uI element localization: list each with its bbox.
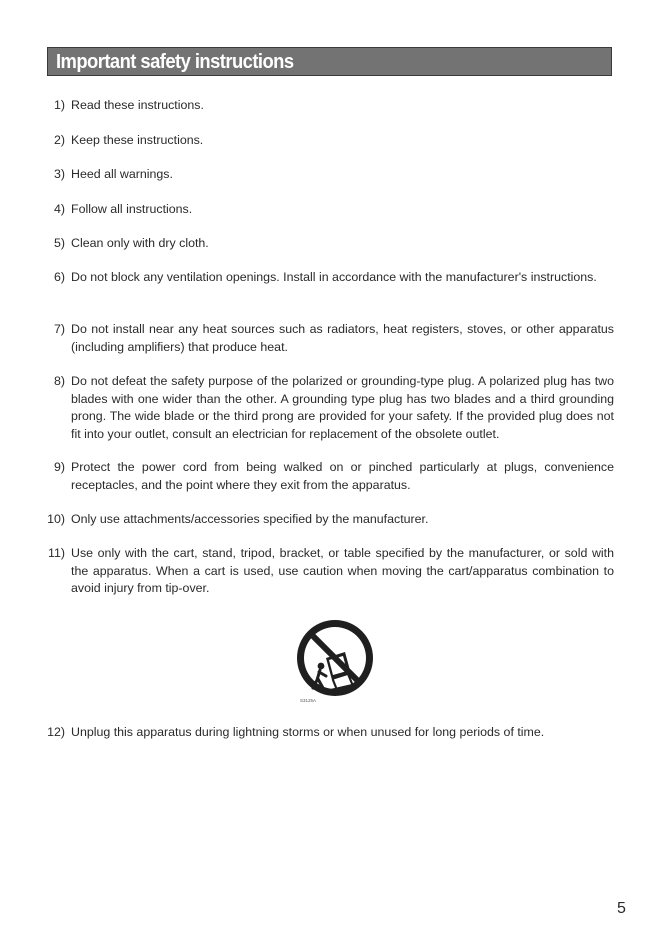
item-number: 3) [53,167,65,181]
item-text: Heed all warnings. [71,167,173,181]
item-number: 12) [47,725,65,739]
item-text: Read these instructions. [71,98,204,112]
item-text: Do not defeat the safety purpose of the polarized or grounding-type plug. A polarized plug has two blades with one wider than the other. A grounding type plug has two blades and a third grounding prong. The wide blade or the third prong are provided for your safety. If the provided plug does not fit into your outlet, consult an electrician for replacement of the obsolete outlet. [71,374,614,441]
cart-tip-over-warning-icon [293,618,377,702]
item-number: 8) [53,374,65,388]
item-text: Use only with the cart, stand, tripod, bracket, or table specified by the manufacturer, or sold with the apparatus. When a cart is used, use caution when moving the cart/apparatus combination to avoid injury from tip-over. [71,546,614,595]
item-text: Clean only with dry cloth. [71,236,209,250]
icon-code: S3125A [300,698,317,702]
item-number: 4) [53,202,65,216]
item-text: Do not install near any heat sources such as radiators, heat registers, stoves, or other apparatus (including amplifiers) that produce heat. [71,322,614,354]
section-header-bar [47,47,612,76]
item-text: Follow all instructions. [71,202,193,216]
item-text: Unplug this apparatus during lightning storms or when unused for long periods of time. [71,725,545,739]
item-number: 9) [53,460,65,474]
item-text: Protect the power cord from being walked on or pinched particularly at plugs, convenience receptacles, and the point where they exit from the apparatus. [71,460,614,492]
item-number: 10) [47,512,65,526]
item-text: Only use attachments/accessories specified by the manufacturer. [71,512,429,526]
item-number: 6) [53,270,65,284]
item-number: 7) [53,322,65,336]
item-text: Keep these instructions. [71,133,204,147]
section-title: Important safety instructions [56,51,294,73]
item-text: Do not block any ventilation openings. Install in accordance with the manufacturer's instructions. [71,270,597,284]
page-number: 5 [617,900,626,917]
item-number: 2) [53,133,65,147]
item-number: 5) [53,236,65,250]
item-number: 11) [48,546,65,560]
item-number: 1) [53,98,65,112]
